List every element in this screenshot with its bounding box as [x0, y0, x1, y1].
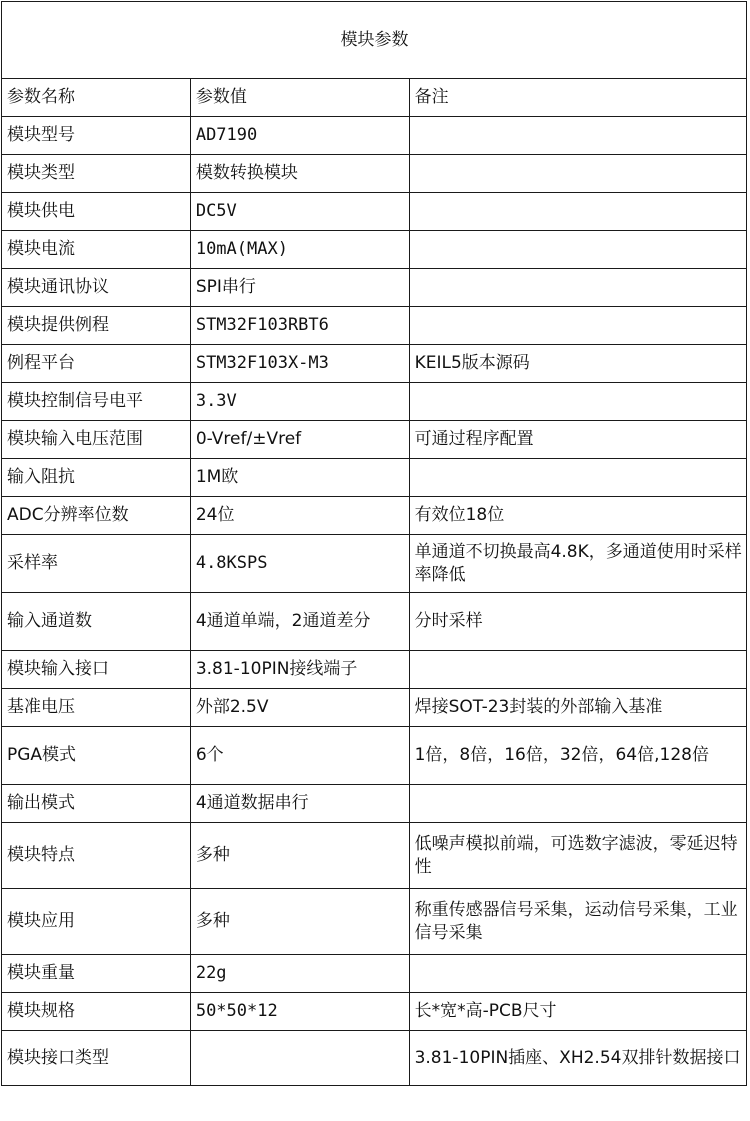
param-value-cell: 1M欧 [190, 459, 409, 497]
param-value-cell: STM32F103RBT6 [190, 307, 409, 345]
param-value-cell [190, 1031, 409, 1086]
param-note-cell [409, 383, 746, 421]
param-value-cell: 22g [190, 955, 409, 993]
table-row [2, 421, 747, 459]
param-note-cell [409, 651, 746, 689]
table-row [2, 307, 747, 345]
table-row [2, 117, 747, 155]
param-value-cell: 24位 [190, 497, 409, 535]
param-note-cell: 单通道不切换最高4.8K，多通道使用时采样率降低 [409, 535, 746, 593]
param-note-cell: 有效位18位 [409, 497, 746, 535]
param-value-cell: 3.81-10PIN接线端子 [190, 651, 409, 689]
param-note-cell: KEIL5版本源码 [409, 345, 746, 383]
table-row [2, 727, 747, 785]
param-name-cell: PGA模式 [2, 727, 191, 785]
param-name-cell: 输入阻抗 [2, 459, 191, 497]
header-param-name: 参数名称 [2, 79, 191, 117]
param-name-cell: 模块重量 [2, 955, 191, 993]
module-parameters-sheet [1, 1, 747, 1116]
table-row [2, 535, 747, 593]
table-row [2, 993, 747, 1031]
param-name-cell: 模块类型 [2, 155, 191, 193]
param-name-cell: 模块电流 [2, 231, 191, 269]
param-name-cell: 模块应用 [2, 889, 191, 955]
param-name-cell: 模块接口类型 [2, 1031, 191, 1086]
table-row [2, 193, 747, 231]
param-note-cell [409, 459, 746, 497]
param-note-cell: 焊接SOT-23封装的外部输入基准 [409, 689, 746, 727]
param-name-cell: 模块通讯协议 [2, 269, 191, 307]
param-value-cell: SPI串行 [190, 269, 409, 307]
param-note-cell: 1倍，8倍，16倍，32倍，64倍,128倍 [409, 727, 746, 785]
param-note-cell [409, 307, 746, 345]
param-value-cell: 4通道单端，2通道差分 [190, 593, 409, 651]
param-value-cell: 0-Vref/±Vref [190, 421, 409, 459]
param-note-cell [409, 155, 746, 193]
param-note-cell: 称重传感器信号采集，运动信号采集，工业信号采集 [409, 889, 746, 955]
param-note-cell [409, 231, 746, 269]
param-name-cell: 模块规格 [2, 993, 191, 1031]
param-value-cell: 外部2.5V [190, 689, 409, 727]
param-name-cell: 模块提供例程 [2, 307, 191, 345]
param-name-cell: 基准电压 [2, 689, 191, 727]
table-row [2, 383, 747, 421]
param-note-cell [409, 193, 746, 231]
header-row [2, 79, 747, 117]
param-note-cell: 分时采样 [409, 593, 746, 651]
param-note-cell [409, 269, 746, 307]
param-note-cell: 可通过程序配置 [409, 421, 746, 459]
table-row [2, 955, 747, 993]
header-note: 备注 [409, 79, 746, 117]
param-value-cell: 10mA(MAX) [190, 231, 409, 269]
table-row [2, 155, 747, 193]
table-row [2, 459, 747, 497]
param-name-cell: 模块控制信号电平 [2, 383, 191, 421]
table-row [2, 593, 747, 651]
param-note-cell [409, 785, 746, 823]
param-name-cell: 模块特点 [2, 823, 191, 889]
module-parameters-table [1, 1, 747, 1086]
param-note-cell: 3.81-10PIN插座、XH2.54双排针数据接口 [409, 1031, 746, 1086]
param-name-cell: 模块输入接口 [2, 651, 191, 689]
param-value-cell: 4通道数据串行 [190, 785, 409, 823]
param-value-cell: 3.3V [190, 383, 409, 421]
param-note-cell [409, 955, 746, 993]
param-name-cell: 模块型号 [2, 117, 191, 155]
param-value-cell: 多种 [190, 889, 409, 955]
param-name-cell: 输出模式 [2, 785, 191, 823]
param-value-cell: 50*50*12 [190, 993, 409, 1031]
param-note-cell [409, 117, 746, 155]
table-row [2, 269, 747, 307]
param-value-cell: AD7190 [190, 117, 409, 155]
param-value-cell: 多种 [190, 823, 409, 889]
param-name-cell: ADC分辨率位数 [2, 497, 191, 535]
table-row [2, 231, 747, 269]
param-value-cell: 4.8KSPS [190, 535, 409, 593]
table-title: 模块参数 [2, 2, 747, 79]
header-param-value: 参数值 [190, 79, 409, 117]
table-row [2, 345, 747, 383]
param-value-cell: STM32F103X-M3 [190, 345, 409, 383]
param-note-cell: 低噪声模拟前端，可选数字滤波，零延迟特性 [409, 823, 746, 889]
param-name-cell: 模块输入电压范围 [2, 421, 191, 459]
title-row [2, 2, 747, 79]
param-value-cell: 模数转换模块 [190, 155, 409, 193]
param-name-cell: 例程平台 [2, 345, 191, 383]
param-value-cell: DC5V [190, 193, 409, 231]
param-value-cell: 6个 [190, 727, 409, 785]
table-row [2, 689, 747, 727]
param-name-cell: 模块供电 [2, 193, 191, 231]
table-row [2, 651, 747, 689]
param-note-cell: 长*宽*高-PCB尺寸 [409, 993, 746, 1031]
param-name-cell: 采样率 [2, 535, 191, 593]
table-row [2, 497, 747, 535]
table-row [2, 785, 747, 823]
param-name-cell: 输入通道数 [2, 593, 191, 651]
table-row [2, 823, 747, 889]
table-row [2, 1031, 747, 1086]
table-row [2, 889, 747, 955]
